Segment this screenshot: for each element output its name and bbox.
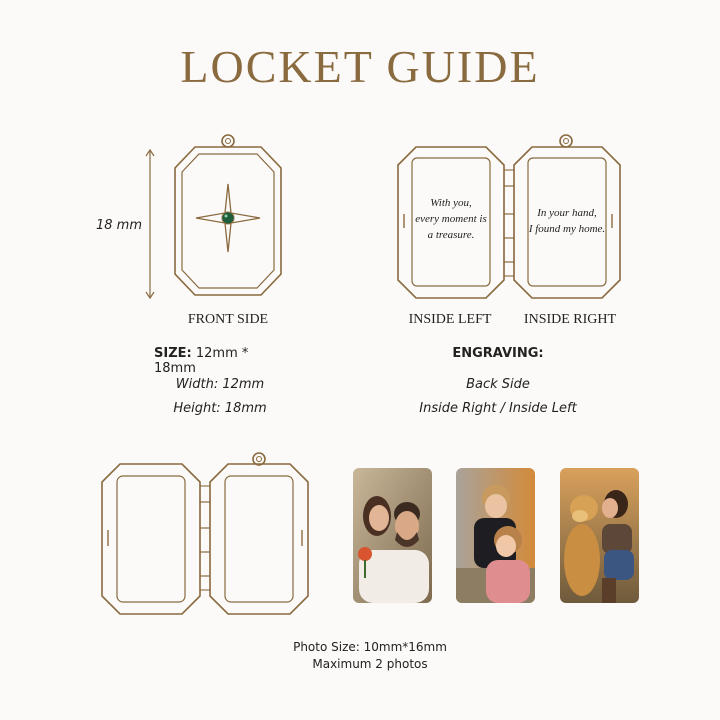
engraving-inside-sides: Inside Right / Inside Left <box>419 401 577 416</box>
bail-ring-icon <box>560 135 572 147</box>
engraving-label: ENGRAVING: <box>452 346 544 361</box>
size-label: SIZE: <box>154 346 192 361</box>
height-spec: Height: 18mm <box>173 401 267 416</box>
dimension-label: 18 mm <box>96 218 143 233</box>
sample-photo-children <box>456 468 535 603</box>
star-gem-icon <box>196 184 260 252</box>
open-locket-photo-illustration <box>100 450 310 618</box>
height-dimension-arrow <box>140 146 160 302</box>
engraving-back-side: Back Side <box>466 377 530 392</box>
inside-right-label: INSIDE RIGHT <box>523 312 617 327</box>
size-spec <box>154 346 294 376</box>
sample-photo-couple <box>353 468 432 603</box>
sample-photo-dog <box>560 468 639 603</box>
width-spec: Width: 12mm <box>175 377 265 392</box>
front-locket-illustration <box>170 132 286 304</box>
inside-left-label: INSIDE LEFT <box>408 312 492 327</box>
front-side-label: FRONT SIDE <box>187 312 269 327</box>
page-title: LOCKET GUIDE <box>180 41 540 92</box>
size-value: 12mm * 18mm <box>154 346 249 376</box>
photo-max-spec: Maximum 2 photos <box>312 657 428 671</box>
photo-size-spec: Photo Size: 10mm*16mm <box>293 640 447 654</box>
engraving-sample-right: In your hand, I found my home. <box>528 207 606 235</box>
engraving-sample-left: With you, every moment is a treasure. <box>415 197 487 241</box>
bail-ring-icon <box>222 135 234 147</box>
